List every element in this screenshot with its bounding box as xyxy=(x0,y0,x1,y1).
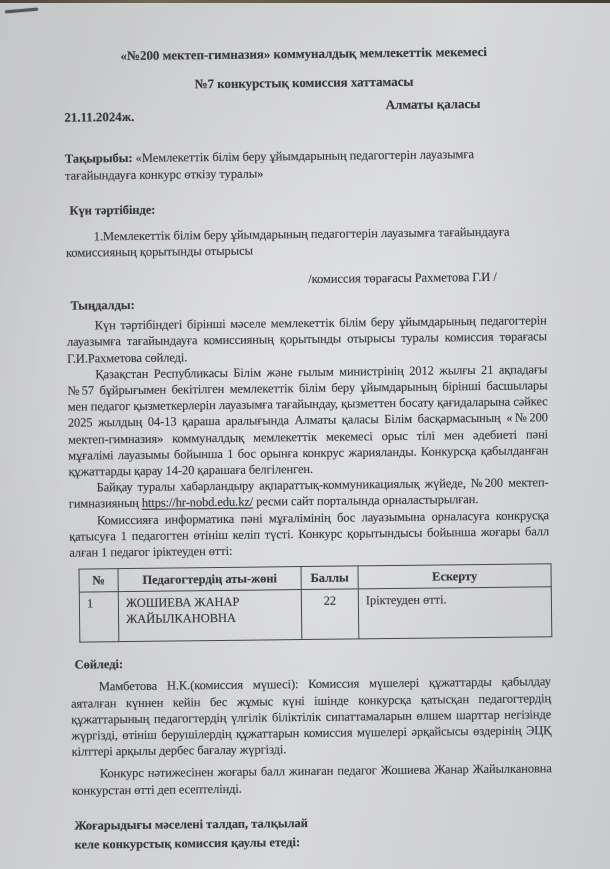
col-header-score: Баллы xyxy=(301,566,358,590)
cell-number: 1 xyxy=(79,592,119,642)
resolution-block xyxy=(72,811,552,854)
topic-label: Тақырыбы: xyxy=(64,150,133,166)
paragraph-applications: Комиссияға информатика пәні мұғалімінің бос лауазымына орналасуға конкрусқа қатысуға 1 педагогтен өтініш келіп түсті. Конкурс қорытындысы бойынша жоғары балл алған 1 педагог іріктеуден өтті: xyxy=(69,507,550,560)
topic-text: «Мемлекеттік білім беру ұйымдарының педагогтерін лауазымға тағайындауға конкурс өткізу туралы» xyxy=(64,146,475,183)
portal-url: https://hr-nobd.edu.kz/ xyxy=(141,494,254,511)
cell-score: 22 xyxy=(301,589,359,640)
paragraph-order-basis: Қазақстан Республикасы Білім және ғылым министрінің 2012 жылғы 21 ақпадағы №57 бұйрығымен бекітілген мемлекеттік білім беру ұйымдарының бірінші басшылары мен педагог қызметкерлерін лауазымға тағайындау, қызметтен босату қағидаларына сәйкес 2025 жылдың 04-13 қараша аралығында Алматы қаласы Білім басқармасының «№200 мектеп-гимназия» коммуналдық мемлекеттік мекемесі орыс тілі мен әдебиеті пәні мұғалімі лауазымы бойынша 1 бос орынға конкрус жарияланды. Конкурсқа қабылданған құжаттарды қарау 14-20 қарашаға белгіленген. xyxy=(67,361,549,479)
col-header-note: Ескерту xyxy=(358,564,551,589)
heard-heading: Тыңдалды: xyxy=(70,297,135,313)
col-header-number: № xyxy=(79,569,118,592)
date-city-row xyxy=(64,96,544,127)
document-city: Алматы қаласы xyxy=(385,96,481,113)
announcement-text-before: Байқау туралы хабарландыру ақпараттық-коммуникациялық жүйеде, №200 мектеп-гимназияның xyxy=(68,475,549,512)
table-row xyxy=(79,587,552,642)
resolution-line-2: келе конкурстық комиссия қаулы етеді: xyxy=(74,834,301,852)
agenda-item: 1.Мемлекеттік білім беру ұйымдарының педагогтерін лауазымға тағайындауға комиссияның қорытынды отырысы xyxy=(65,224,510,260)
spoke-heading: Сөйледі: xyxy=(74,657,124,672)
paragraph-heard-1: Күн тәртібіндегі бірінші мәселе мемлекеттік білім беру ұйымдарының педагогтерін лауазымға тағайындауға комиссияның қорытынды отырысы туралы комиссия төрағасы Г.И.Рахметова сөйледі. xyxy=(66,313,547,366)
cell-note: Іріктеуден өтті. xyxy=(358,587,552,639)
protocol-title: №7 конкурстық комиссия хаттамасы xyxy=(194,73,414,92)
announcement-text-after: ресми сайт порталында орналастырылған. xyxy=(253,492,479,509)
score-table xyxy=(79,563,553,642)
col-header-name: Педагогтердің аты-жөні xyxy=(118,567,301,592)
paragraph-result: Конкурс нәтижесінен жоғары балл жинаған педагог Жошиева Жанар Жайылкановна конкурстан өтті деп есептелінді. xyxy=(71,761,552,798)
organization-title: «№200 мектеп-гимназия» коммуналдық мемлекеттік мекемесі xyxy=(120,43,487,64)
paragraph-member-speech: Мамбетова Н.К.(комиссия мүшесі): Комиссия мүшелері құжаттарды қабылдау аяталған күннен кейін бес жұмыс күні ішінде конкурсқа қатысқан педагогтердің құжаттарының педагогтердің үлгілік біліктілік сипаттамаларын өлшем шарттар негізінде жүргізді, өтініш берушілердің құжаттарын комиссия мүшелері әрқайсысы өздерінің ЭЦҚ кілттері арқылы дербес бағалау жүргізді. xyxy=(70,674,552,759)
topic-paragraph xyxy=(65,145,545,184)
document-date: 21.11.2024ж. xyxy=(64,109,135,126)
paragraph-announcement xyxy=(68,474,548,512)
cell-teacher-name: ЖОШИЕВА ЖАНАР ЖАЙЫЛКАНОВНА xyxy=(118,590,302,642)
chairman-note: /комиссия төрағасы Рахметова Г.И / xyxy=(308,269,497,286)
resolution-line-1: Жоғарыдығы мәселені талдап, талқылай xyxy=(74,815,308,833)
agenda-heading: Күн тәртібінде: xyxy=(69,202,156,218)
